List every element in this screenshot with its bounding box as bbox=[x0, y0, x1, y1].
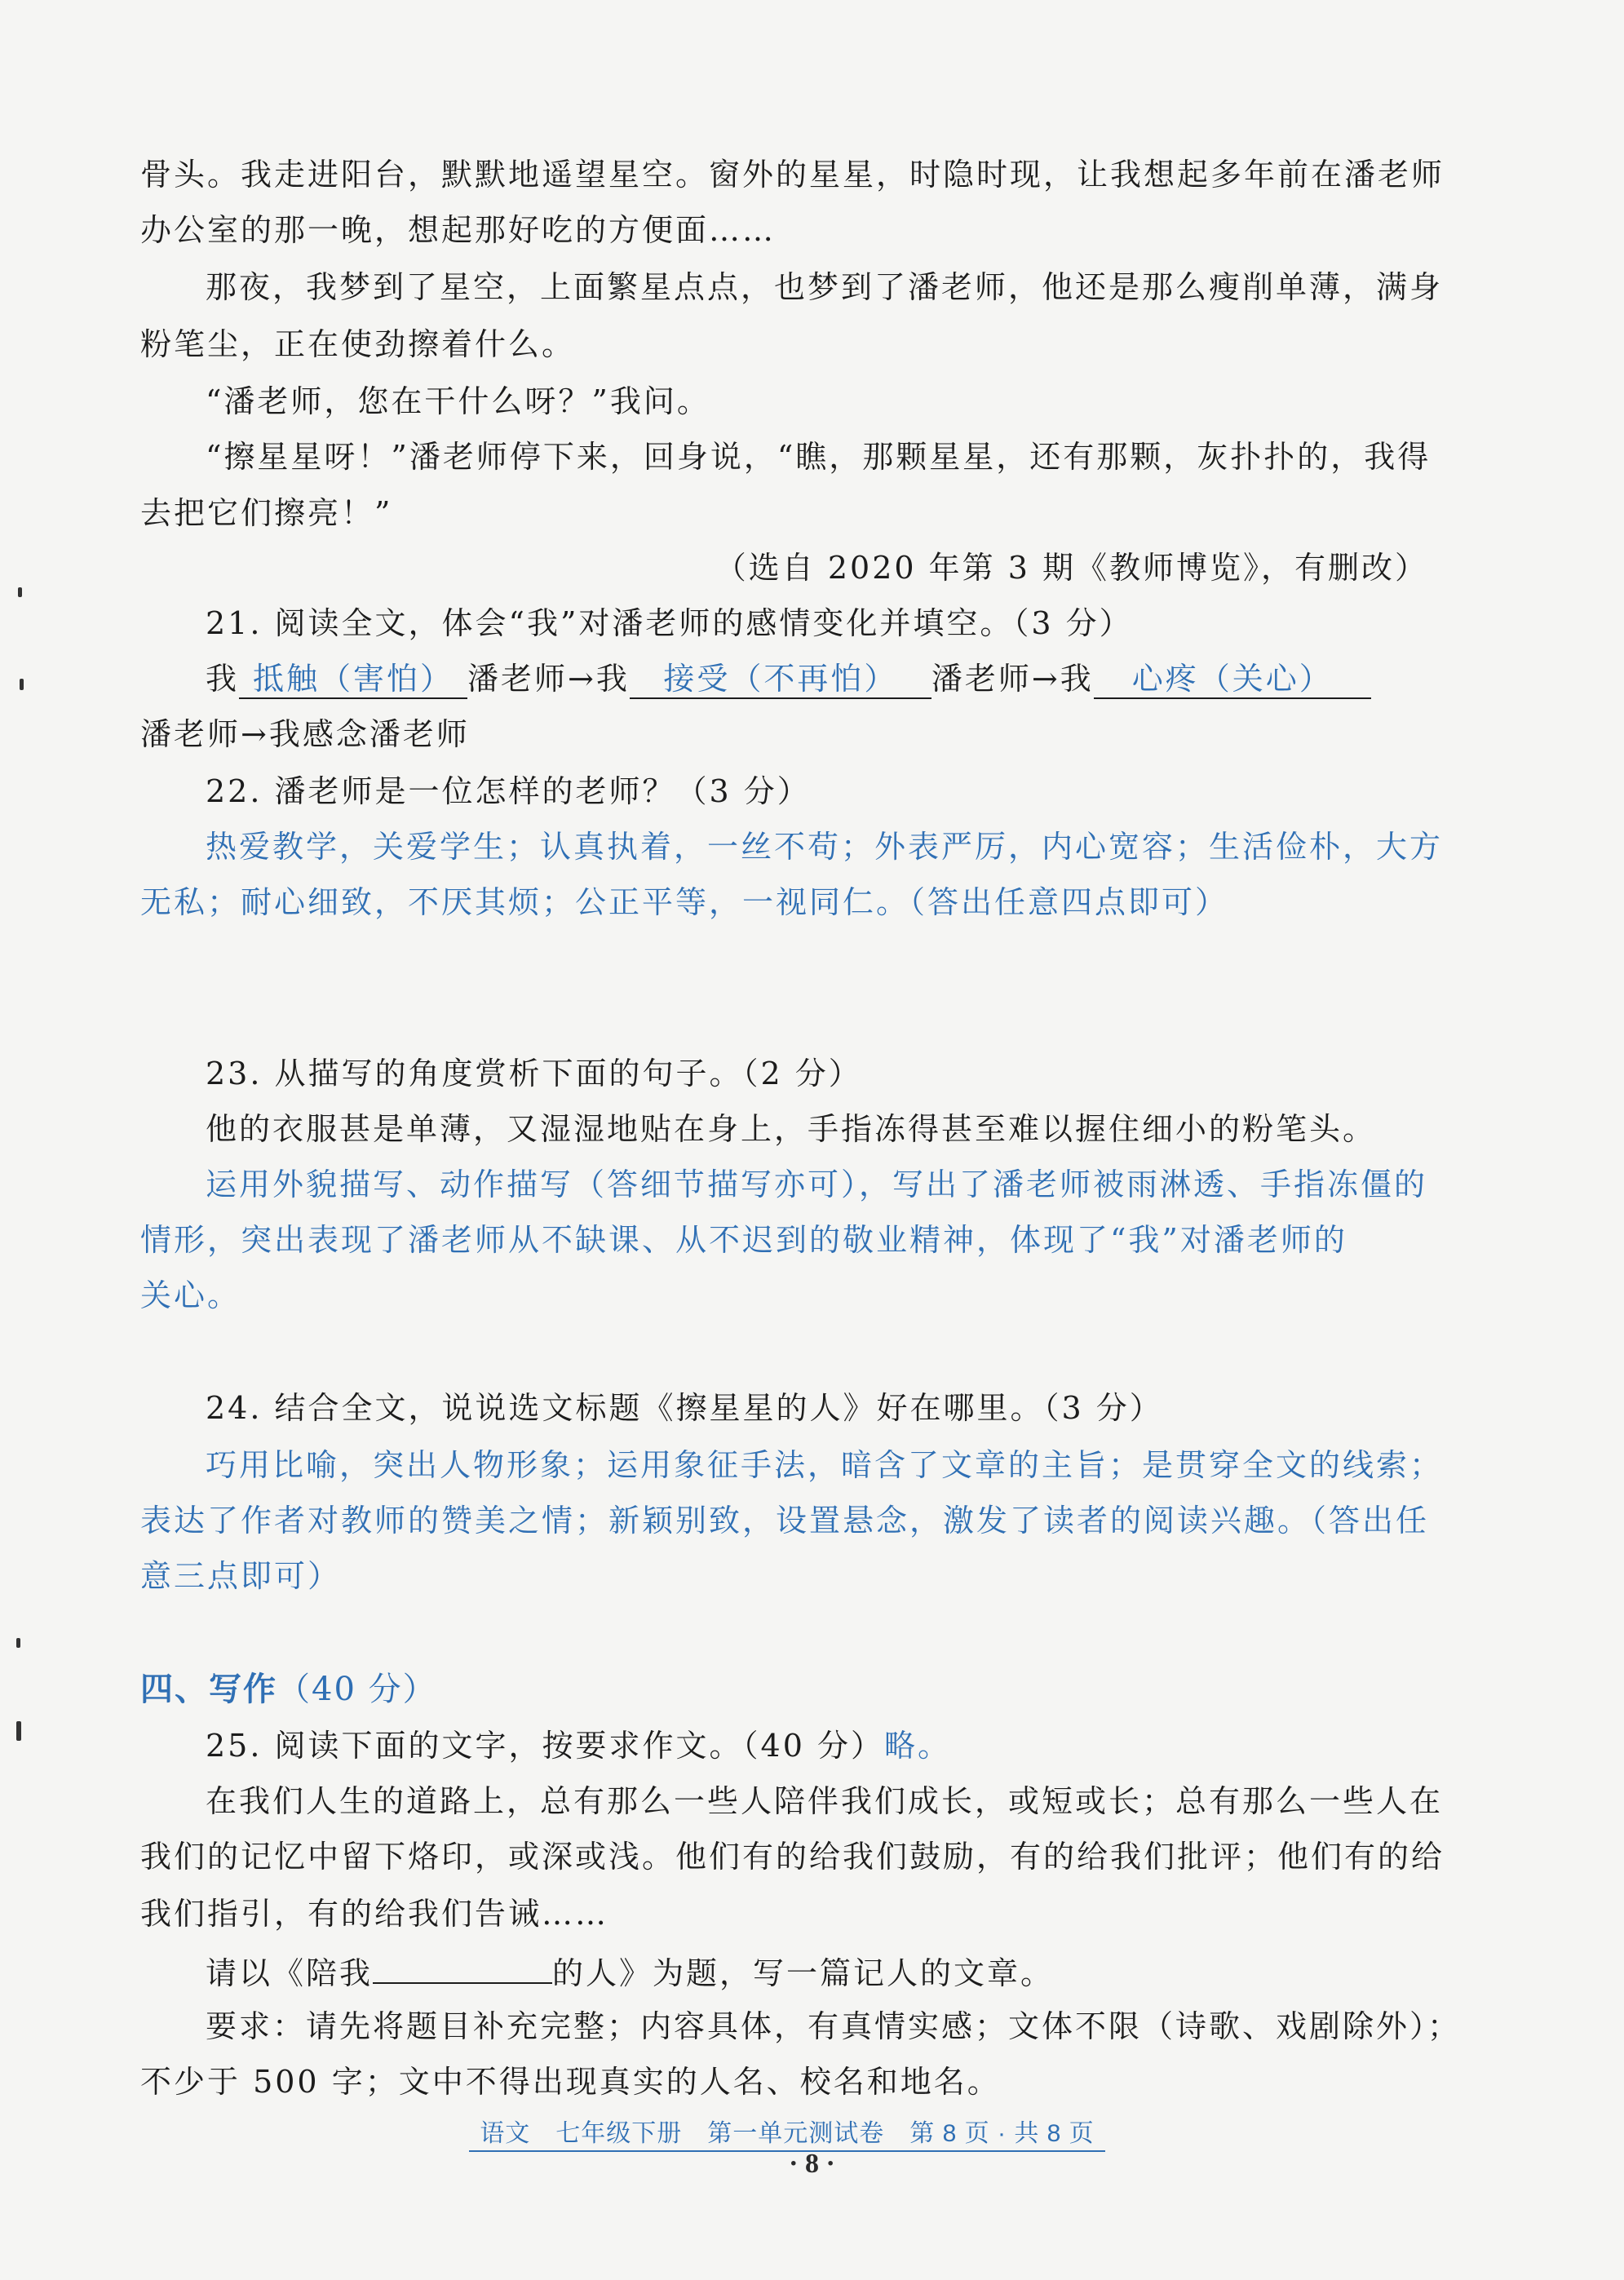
binding-mark bbox=[18, 587, 22, 597]
question-21-tail: 潘老师→我感念潘老师 bbox=[140, 716, 470, 752]
question-24-answer: 巧用比喻，突出人物形象；运用象征手法，暗含了文章的主旨；是贯穿全文的线索； bbox=[206, 1447, 1444, 1483]
question-25-stem bbox=[206, 1724, 1494, 1767]
q25-title-prompt bbox=[206, 1950, 1494, 1994]
passage-line: 去把它们擦亮！” bbox=[140, 495, 393, 531]
section-points: （40 分） bbox=[277, 1671, 437, 1708]
q25-answer: 略。 bbox=[883, 1728, 951, 1764]
q21-text: 潘老师→我 bbox=[467, 661, 630, 697]
passage-line: 骨头。我走进阳台，默默地遥望星空。窗外的星星，时隐时现，让我想起多年前在潘老师 bbox=[140, 157, 1445, 193]
q25-requirement: 不少于 500 字；文中不得出现真实的人名、校名和地名。 bbox=[140, 2064, 1001, 2100]
question-21-fill-line bbox=[206, 657, 1494, 700]
q25-title-post: 的人》为题，写一篇记人的文章。 bbox=[552, 1955, 1055, 1991]
q21-text: 我 bbox=[206, 661, 240, 697]
q25-title-pre: 请以《陪我 bbox=[206, 1955, 374, 1991]
q25-requirement: 要求：请先将题目补充完整；内容具体，有真情实感；文体不限（诗歌、戏剧除外）； bbox=[206, 2008, 1462, 2044]
passage-line: “潘老师，您在干什么呀？”我问。 bbox=[206, 383, 710, 419]
q21-text: 潘老师→我 bbox=[931, 661, 1094, 697]
binding-mark bbox=[16, 1638, 20, 1648]
q25-text: 我们指引，有的给我们告诫…… bbox=[140, 1896, 609, 1932]
question-23-quote: 他的衣服甚是单薄，又湿湿地贴在身上，手指冻得甚至难以握住细小的粉笔头。 bbox=[206, 1111, 1377, 1147]
question-23-answer: 运用外貌描写、动作描写（答细节描写亦可），写出了潘老师被雨淋透、手指冻僵的 bbox=[206, 1167, 1428, 1202]
section-heading bbox=[140, 1668, 1429, 1711]
question-22-answer: 无私；耐心细致，不厌其烦；公正平等，一视同仁。（答出任意四点即可） bbox=[140, 884, 1229, 920]
question-22-answer: 热爱教学，关爱学生；认真执着，一丝不苟；外表严厉，内心宽容；生活俭朴，大方 bbox=[206, 829, 1444, 865]
q21-blank-1: 抵触（害怕） bbox=[239, 660, 467, 699]
question-24-answer: 表达了作者对教师的赞美之情；新颖别致，设置悬念，激发了读者的阅读兴趣。（答出任 bbox=[140, 1503, 1430, 1538]
question-21-stem: 21. 阅读全文，体会“我”对潘老师的感情变化并填空。（3 分） bbox=[206, 605, 1133, 641]
passage-line: 粉笔尘，正在使劲擦着什么。 bbox=[140, 326, 576, 362]
passage-line: 办公室的那一晚，想起那好吃的方便面…… bbox=[140, 212, 777, 248]
question-22-stem: 22. 潘老师是一位怎样的老师？（3 分） bbox=[206, 773, 811, 809]
passage-line: “擦星星呀！”潘老师停下来，回身说，“瞧，那颗星星，还有那颗，灰扑扑的，我得 bbox=[206, 439, 1432, 475]
binding-mark bbox=[20, 679, 24, 690]
page-number: · 8 · bbox=[789, 2149, 835, 2179]
q25-stem-text: 25. 阅读下面的文字，按要求作文。（40 分） bbox=[206, 1728, 884, 1764]
q21-blank-2: 接受（不再怕） bbox=[630, 660, 931, 699]
question-23-answer: 情形，突出表现了潘老师从不缺课、从不迟到的敬业精神，体现了“我”对潘老师的 bbox=[140, 1222, 1347, 1258]
section-title: 四、写作 bbox=[140, 1670, 277, 1708]
binding-mark bbox=[16, 1721, 21, 1741]
q25-title-blank bbox=[373, 1950, 552, 1984]
q25-text: 我们的记忆中留下烙印，或深或浅。他们有的给我们鼓励，有的给我们批评；他们有的给 bbox=[140, 1839, 1445, 1875]
passage-source: （选自 2020 年第 3 期《教师博览》，有删改） bbox=[715, 550, 1428, 586]
passage-line: 那夜，我梦到了星空，上面繁星点点，也梦到了潘老师，他还是那么瘦削单薄，满身 bbox=[206, 269, 1444, 305]
question-24-answer: 意三点即可） bbox=[140, 1558, 342, 1594]
question-23-answer: 关心。 bbox=[140, 1277, 241, 1313]
page-footer: 语文 七年级下册 第一单元测试卷 第 8 页 · 共 8 页 bbox=[469, 2113, 1105, 2152]
question-23-stem: 23. 从描写的角度赏析下面的句子。（2 分） bbox=[206, 1056, 862, 1091]
q21-blank-3: 心疼（关心） bbox=[1094, 660, 1371, 699]
q25-text: 在我们人生的道路上，总有那么一些人陪伴我们成长，或短或长；总有那么一些人在 bbox=[206, 1783, 1444, 1819]
question-24-stem: 24. 结合全文，说说选文标题《擦星星的人》好在哪里。（3 分） bbox=[206, 1390, 1163, 1426]
